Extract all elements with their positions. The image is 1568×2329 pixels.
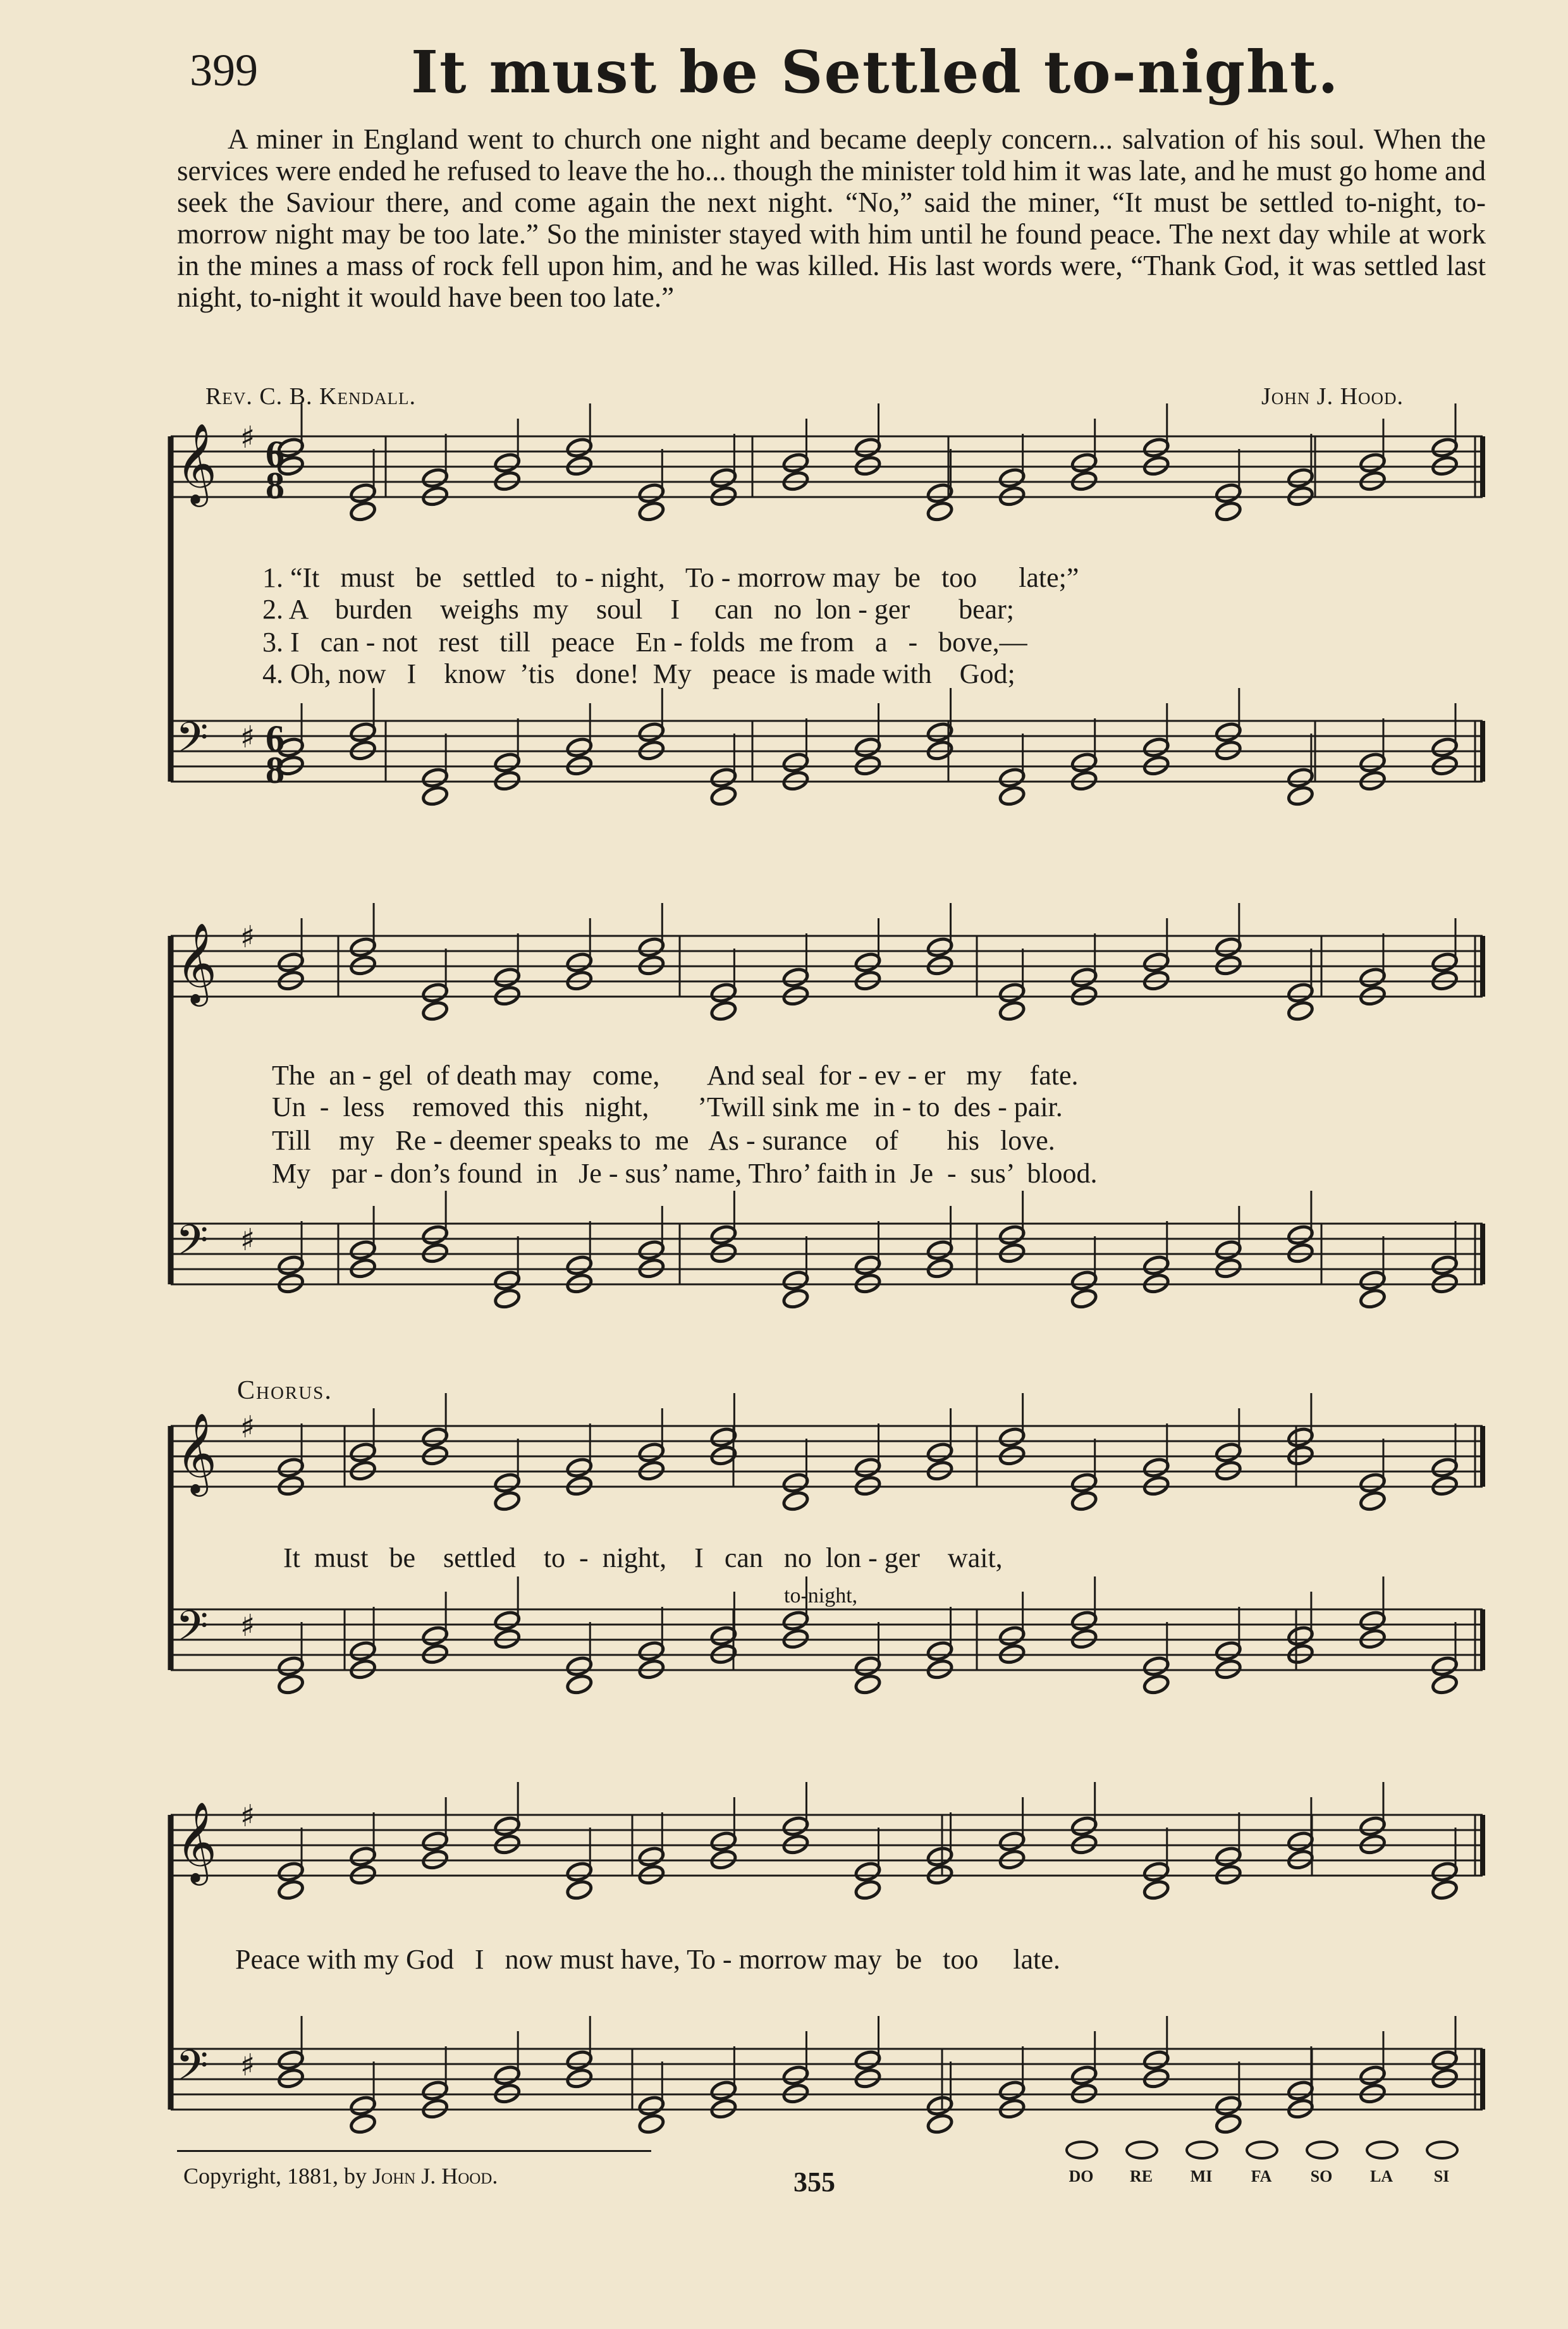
note-head: [782, 1472, 810, 1494]
note-head: [1431, 1457, 1459, 1479]
note-head: [1431, 952, 1459, 974]
note-head: [421, 2080, 449, 2102]
time-signature-numerator: 6: [266, 718, 285, 759]
sharp-icon: ♯: [240, 2048, 255, 2083]
note-head: [1431, 1879, 1459, 1902]
chorus-line-1: It must be settled to - night, I can no lon - ger wait,: [283, 1542, 1003, 1573]
note-head: [926, 1640, 954, 1662]
note-head: [854, 952, 882, 974]
note-head: [1215, 1442, 1242, 1464]
sharp-icon: ♯: [240, 919, 255, 955]
sharp-icon: ♯: [240, 1798, 255, 1834]
note-head: [782, 1610, 810, 1632]
note-head: [926, 482, 954, 505]
note-head: [1142, 737, 1170, 759]
la-shape-icon: [1366, 2141, 1399, 2160]
copyright-text: Copyright, 1881, by: [183, 2163, 373, 2189]
note-head: [782, 452, 810, 474]
verse-1-line-b: The an - gel of death may come, And seal for - ev - er my fate.: [272, 1060, 1079, 1091]
note-head: [1070, 752, 1098, 774]
treble-clef-icon: 𝄞: [176, 422, 217, 503]
fa-shape-icon: [1246, 2141, 1278, 2160]
treble-clef-icon: 𝄞: [176, 1412, 217, 1493]
note-head: [1359, 1490, 1387, 1513]
note-head: [493, 967, 521, 989]
note-head: [349, 722, 377, 744]
note-head: [277, 2049, 305, 2072]
note-head: [1287, 785, 1314, 808]
note-head: [710, 785, 738, 808]
note-head: [1287, 767, 1314, 789]
note-head: [349, 1239, 377, 1262]
note-head: [1215, 501, 1242, 523]
note-head: [782, 752, 810, 774]
note-head: [998, 767, 1026, 789]
note-head: [1142, 1879, 1170, 1902]
note-head: [1142, 437, 1170, 459]
time-signature-denominator: 8: [266, 465, 285, 507]
mi-shape-icon: [1185, 2141, 1218, 2160]
note-head: [277, 1879, 305, 1902]
note-head: [565, 1255, 593, 1277]
note-head: [1215, 2113, 1242, 2135]
note-head: [1287, 1000, 1314, 1023]
sharp-icon: ♯: [240, 720, 255, 755]
sharp-icon: ♯: [240, 1608, 255, 1644]
sharp-icon: ♯: [240, 1410, 255, 1445]
key-label-re: RE: [1129, 2167, 1153, 2185]
verse-4-line-a: 4. Oh, now I know ’tis done! My peace is made with God;: [262, 658, 1015, 689]
treble-clef-icon: 𝄞: [176, 922, 217, 1003]
note-head: [926, 1442, 954, 1464]
note-head: [277, 1674, 305, 1696]
note-head: [782, 1490, 810, 1513]
note-head: [998, 785, 1026, 808]
note-head: [1359, 452, 1387, 474]
time-signature-denominator: 8: [266, 749, 285, 791]
note-head: [638, 2113, 666, 2135]
note-head: [998, 1224, 1026, 1246]
note-head: [1359, 1816, 1387, 1838]
note-head: [277, 1255, 305, 1277]
note-head: [638, 482, 666, 505]
note-head: [710, 982, 738, 1004]
note-head: [1287, 2080, 1314, 2102]
note-head: [1287, 1224, 1314, 1246]
note-head: [638, 722, 666, 744]
note-head: [1287, 1427, 1314, 1449]
note-head: [1142, 1255, 1170, 1277]
note-head: [493, 452, 521, 474]
note-head: [421, 767, 449, 789]
chorus-bass-echo: to-night,: [784, 1584, 858, 1607]
note-head: [926, 1846, 954, 1868]
note-head: [710, 1224, 738, 1246]
note-head: [710, 2080, 738, 2102]
note-head: [710, 767, 738, 789]
note-head: [1215, 2095, 1242, 2117]
note-head: [421, 1224, 449, 1246]
note-head: [1070, 2065, 1098, 2087]
verse-2-line-a: 2. A burden weighs my soul I can no lon - ger bear;: [262, 594, 1015, 625]
note-head: [854, 737, 882, 759]
chorus-label: Chorus.: [237, 1376, 333, 1405]
note-head: [1287, 982, 1314, 1004]
note-head: [854, 1457, 882, 1479]
note-head: [421, 1427, 449, 1449]
note-head: [638, 1640, 666, 1662]
note-head: [565, 1879, 593, 1902]
note-head: [854, 2049, 882, 2072]
note-head: [349, 2113, 377, 2135]
note-head: [782, 1288, 810, 1310]
key-label-fa: FA: [1251, 2167, 1272, 2185]
note-head: [1070, 1610, 1098, 1632]
note-head: [1287, 1831, 1314, 1853]
note-head: [1215, 482, 1242, 505]
do-shape-icon: [1065, 2141, 1098, 2160]
bass-clef-icon: 𝄢: [176, 2041, 209, 2100]
chorus-line-2: Peace with my God I now must have, To - morrow may be too late.: [235, 1944, 1060, 1975]
note-head: [998, 1625, 1026, 1647]
note-head: [349, 501, 377, 523]
sharp-icon: ♯: [240, 1222, 255, 1258]
note-head: [638, 1846, 666, 1868]
note-head: [421, 467, 449, 489]
note-head: [421, 1000, 449, 1023]
copyright-notice: [183, 2163, 498, 2189]
key-label-la: LA: [1369, 2167, 1393, 2185]
note-head: [710, 1000, 738, 1023]
note-head: [782, 967, 810, 989]
note-head: [1431, 1861, 1459, 1883]
note-head: [493, 1270, 521, 1292]
note-head: [565, 737, 593, 759]
verse-2-line-b: Un - less removed this night, ’Twill sink me in - to des - pair.: [272, 1091, 1063, 1122]
note-head: [998, 982, 1026, 1004]
note-head: [1215, 1239, 1242, 1262]
note-head: [1070, 967, 1098, 989]
note-head: [349, 2095, 377, 2117]
note-head: [277, 1457, 305, 1479]
composer-credit: John J. Hood.: [1261, 383, 1404, 410]
note-head: [782, 1816, 810, 1838]
verse-4-line-b: My par - don’s found in Je - sus’ name, Thro’ faith in Je - sus’ blood.: [272, 1158, 1098, 1189]
key-label-mi: MI: [1190, 2167, 1213, 2185]
note-head: [638, 2095, 666, 2117]
note-head: [349, 937, 377, 959]
note-head: [277, 952, 305, 974]
note-head: [565, 1457, 593, 1479]
note-head: [1287, 1625, 1314, 1647]
note-head: [998, 1831, 1026, 1853]
note-head: [782, 2065, 810, 2087]
note-head: [926, 2113, 954, 2135]
note-head: [1142, 2049, 1170, 2072]
note-head: [349, 482, 377, 505]
hymn-title: It must be Settled to-night.: [411, 38, 1340, 106]
note-head: [493, 1816, 521, 1838]
footer-rule: [177, 2150, 651, 2152]
note-head: [1070, 1490, 1098, 1513]
hymn-story: A miner in England went to church one night and became deeply concern... salvation of his soul. When the services were ended he refused to leave the ho... though the minister told him it was late, and he must go home and seek the Saviour there, and come again the next night. “No,” said the miner, “It must be settled to-night, to-morrow night may be too late.” So the minister stayed with him until he found peace. The next day while at work in the mines a mass of rock fell upon him, and he was killed. His last words were, “Thank God, it was settled last night, to-night it would have been too late.”: [177, 123, 1486, 313]
so-shape-icon: [1306, 2141, 1338, 2160]
note-head: [493, 1490, 521, 1513]
page-number: 355: [793, 2166, 835, 2197]
verse-1-line-a: 1. “It must be settled to - night, To - morrow may be too late;”: [262, 562, 1079, 593]
note-head: [565, 437, 593, 459]
key-label-do: DO: [1069, 2167, 1094, 2185]
note-head: [926, 1239, 954, 1262]
note-head: [854, 1879, 882, 1902]
note-head: [1431, 1255, 1459, 1277]
note-head: [854, 1255, 882, 1277]
note-head: [565, 1674, 593, 1696]
note-head: [1359, 1288, 1387, 1310]
note-head: [349, 1846, 377, 1868]
note-head: [1215, 1640, 1242, 1662]
note-head: [1070, 1270, 1098, 1292]
note-head: [1359, 1610, 1387, 1632]
note-head: [1431, 737, 1459, 759]
note-head: [998, 1000, 1026, 1023]
note-head: [493, 1610, 521, 1632]
si-shape-icon: [1426, 2141, 1459, 2160]
verse-3-line-b: Till my Re - deemer speaks to me As - surance of his love.: [272, 1125, 1055, 1156]
note-head: [1431, 2049, 1459, 2072]
note-head: [710, 1831, 738, 1853]
note-head: [710, 467, 738, 489]
note-head: [277, 1861, 305, 1883]
note-head: [782, 1270, 810, 1292]
note-head: [1431, 1656, 1459, 1678]
bass-clef-icon: 𝄢: [176, 1602, 209, 1661]
note-head: [638, 937, 666, 959]
note-head: [1070, 452, 1098, 474]
note-head: [1431, 437, 1459, 459]
key-label-so: SO: [1310, 2167, 1333, 2185]
note-head: [1142, 1457, 1170, 1479]
note-head: [998, 1427, 1026, 1449]
verse-3-line-a: 3. I can - not rest till peace En - folds me from a - bove,—: [262, 627, 1027, 658]
note-head: [854, 1656, 882, 1678]
note-head: [638, 501, 666, 523]
note-head: [421, 1831, 449, 1853]
note-head: [854, 1861, 882, 1883]
bass-clef-icon: 𝄢: [176, 1216, 209, 1275]
copyright-name: John J. Hood.: [372, 2163, 498, 2189]
note-head: [638, 1239, 666, 1262]
note-head: [998, 467, 1026, 489]
note-head: [1142, 1656, 1170, 1678]
note-head: [1070, 1288, 1098, 1310]
note-head: [1142, 1861, 1170, 1883]
note-head: [565, 952, 593, 974]
note-head: [1287, 467, 1314, 489]
note-head: [493, 1288, 521, 1310]
note-head: [1359, 1472, 1387, 1494]
note-head: [421, 785, 449, 808]
note-head: [926, 501, 954, 523]
note-head: [277, 1656, 305, 1678]
note-head: [493, 1472, 521, 1494]
note-head: [349, 1442, 377, 1464]
note-head: [1142, 1674, 1170, 1696]
author-credit: Rev. C. B. Kendall.: [205, 383, 416, 410]
note-head: [565, 1656, 593, 1678]
bass-clef-icon: 𝄢: [176, 713, 209, 772]
note-head: [1215, 722, 1242, 744]
note-head: [1070, 1472, 1098, 1494]
sharp-icon: ♯: [240, 420, 255, 455]
note-head: [421, 1625, 449, 1647]
note-head: [638, 1442, 666, 1464]
note-head: [565, 1861, 593, 1883]
note-head: [565, 2049, 593, 2072]
note-head: [1142, 952, 1170, 974]
note-head: [1215, 937, 1242, 959]
re-shape-icon: [1125, 2141, 1158, 2160]
note-head: [854, 437, 882, 459]
hymn-number: 399: [190, 45, 258, 95]
time-signature-numerator: 6: [266, 433, 285, 475]
note-head: [854, 1674, 882, 1696]
key-label-si: SI: [1433, 2167, 1450, 2185]
note-head: [1431, 1674, 1459, 1696]
note-head: [1359, 752, 1387, 774]
note-head: [1070, 1816, 1098, 1838]
note-head: [926, 2095, 954, 2117]
note-head: [349, 1640, 377, 1662]
note-head: [1359, 1270, 1387, 1292]
note-head: [926, 937, 954, 959]
note-head: [1359, 967, 1387, 989]
note-head: [998, 2080, 1026, 2102]
note-head: [493, 752, 521, 774]
note-head: [926, 722, 954, 744]
note-head: [1359, 2065, 1387, 2087]
note-head: [1215, 1846, 1242, 1868]
note-head: [493, 2065, 521, 2087]
note-head: [421, 982, 449, 1004]
treble-clef-icon: 𝄞: [176, 1801, 217, 1882]
